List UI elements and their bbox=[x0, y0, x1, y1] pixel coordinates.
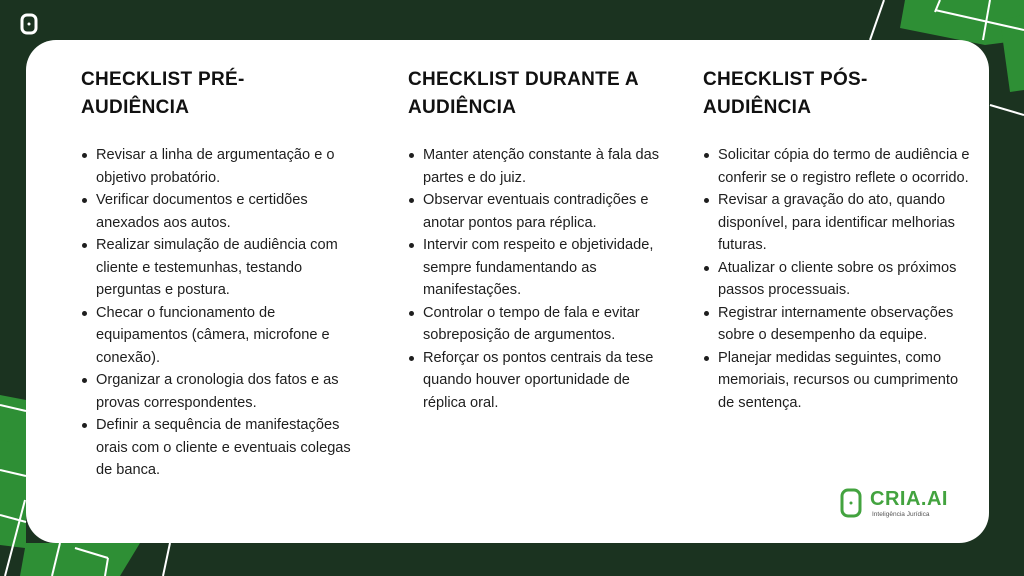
list-item: Observar eventuais contradições e anotar pontos para réplica. bbox=[408, 189, 670, 234]
list-item: Organizar a cronologia dos fatos e as provas correspondentes. bbox=[81, 369, 366, 414]
list-item: Reforçar os pontos centrais da tese quando houver oportunidade de réplica oral. bbox=[408, 347, 670, 415]
list-item: Solicitar cópia do termo de audiência e conferir se o registro reflete o ocorrido. bbox=[703, 144, 973, 189]
cria-ai-logo-icon bbox=[20, 13, 38, 35]
list-item: Realizar simulação de audiência com cliente e testemunhas, testando perguntas e postura. bbox=[81, 234, 366, 302]
list-item: Intervir com respeito e objetividade, sempre fundamentando as manifestações. bbox=[408, 234, 670, 302]
list-item: Manter atenção constante à fala das partes e do juiz. bbox=[408, 144, 670, 189]
list-item: Revisar a linha de argumentação e o objetivo probatório. bbox=[81, 144, 366, 189]
cria-ai-logo-icon bbox=[840, 488, 862, 518]
checklist bbox=[703, 144, 973, 414]
column-pre-audiencia bbox=[81, 66, 366, 482]
list-item: Atualizar o cliente sobre os próximos passos processuais. bbox=[703, 257, 973, 302]
list-item: Revisar a gravação do ato, quando disponível, para identificar melhorias futuras. bbox=[703, 189, 973, 257]
list-item: Planejar medidas seguintes, como memoriais, recursos ou cumprimento de sentença. bbox=[703, 347, 973, 415]
column-durante-audiencia bbox=[408, 66, 670, 414]
list-item: Checar o funcionamento de equipamentos (câmera, microfone e conexão). bbox=[81, 302, 366, 370]
column-title: CHECKLIST DURANTE A AUDIÊNCIA bbox=[408, 69, 639, 118]
list-item: Registrar internamente observações sobre o desempenho da equipe. bbox=[703, 302, 973, 347]
brand-name: CRIA.AI bbox=[870, 487, 948, 510]
brand-tagline: Inteligência Jurídica bbox=[872, 510, 930, 518]
list-item: Controlar o tempo de fala e evitar sobreposição de argumentos. bbox=[408, 302, 670, 347]
checklist-card bbox=[26, 40, 989, 543]
list-item: Definir a sequência de manifestações orais com o cliente e eventuais colegas de banca. bbox=[81, 414, 366, 482]
checklist bbox=[81, 144, 366, 482]
column-title: CHECKLIST PÓS-AUDIÊNCIA bbox=[703, 69, 868, 118]
list-item: Verificar documentos e certidões anexados aos autos. bbox=[81, 189, 366, 234]
column-pos-audiencia bbox=[703, 66, 973, 414]
column-title: CHECKLIST PRÉ-AUDIÊNCIA bbox=[81, 69, 245, 118]
checklist bbox=[408, 144, 670, 414]
brand-logo bbox=[840, 488, 948, 518]
